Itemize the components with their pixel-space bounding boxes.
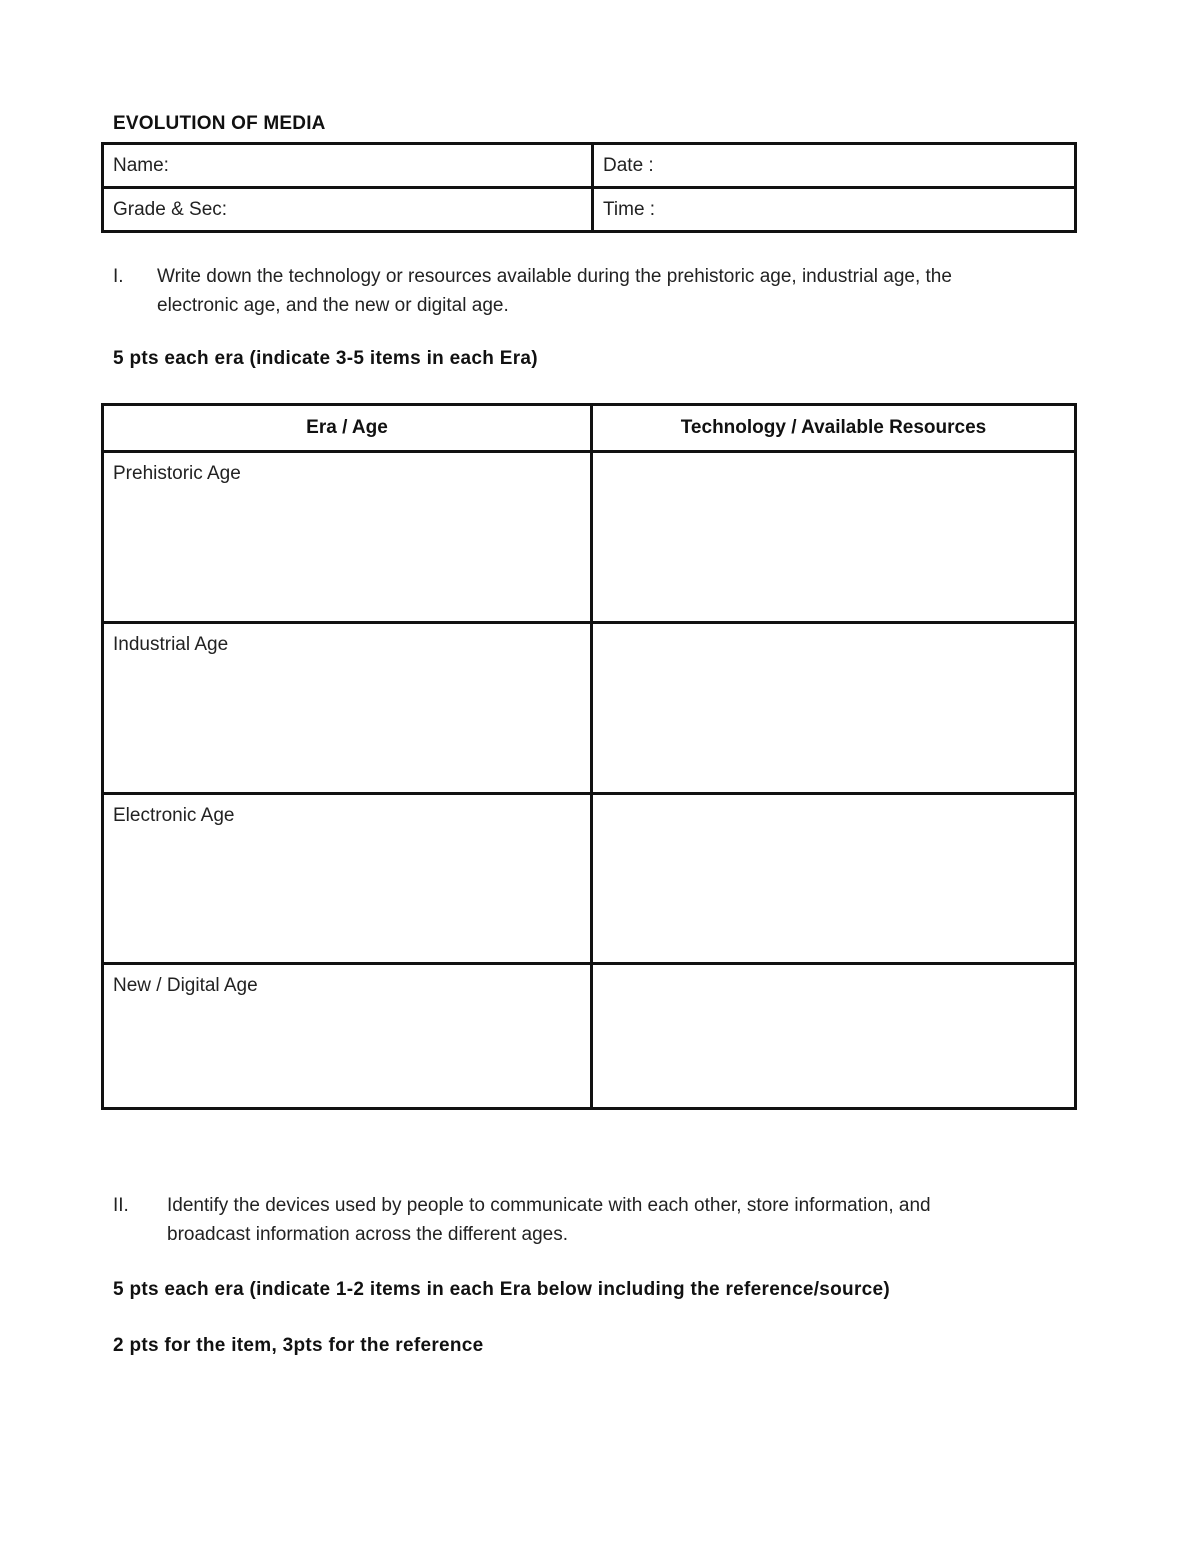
- part2-points-era: 5 pts each era (indicate 1-2 items in each Era below including the reference/source): [113, 1279, 891, 1300]
- part1-points: 5 pts each era (indicate 3-5 items in each Era): [113, 348, 538, 369]
- era-cell-digital: New / Digital Age: [103, 964, 592, 1109]
- resources-cell-industrial[interactable]: [592, 623, 1076, 794]
- era-column-header: Era / Age: [103, 405, 592, 452]
- time-field[interactable]: Time :: [593, 188, 1076, 232]
- grade-section-field[interactable]: Grade & Sec:: [103, 188, 593, 232]
- page-title: EVOLUTION OF MEDIA: [113, 113, 326, 134]
- date-field[interactable]: Date :: [593, 144, 1076, 188]
- resources-column-header: Technology / Available Resources: [592, 405, 1076, 452]
- part2-line2: broadcast information across the different ages.: [167, 1224, 568, 1245]
- part2-points-breakdown: 2 pts for the item, 3pts for the reference: [113, 1335, 484, 1356]
- era-cell-prehistoric: Prehistoric Age: [103, 452, 592, 623]
- part1-line1: Write down the technology or resources available during the prehistoric age, industrial age, the: [157, 266, 952, 287]
- part2-line1: Identify the devices used by people to communicate with each other, store information, and: [167, 1195, 931, 1216]
- part2-number: II.: [113, 1195, 129, 1216]
- era-table: [101, 403, 1077, 1110]
- part1-instructions: [113, 262, 1053, 322]
- part1-number: I.: [113, 266, 124, 287]
- student-info-table: [101, 142, 1077, 233]
- resources-cell-prehistoric[interactable]: [592, 452, 1076, 623]
- part2-instructions: [113, 1191, 1053, 1251]
- part1-line2: electronic age, and the new or digital age.: [157, 295, 509, 316]
- era-cell-electronic: Electronic Age: [103, 794, 592, 964]
- resources-cell-digital[interactable]: [592, 964, 1076, 1109]
- resources-cell-electronic[interactable]: [592, 794, 1076, 964]
- name-field[interactable]: Name:: [103, 144, 593, 188]
- era-cell-industrial: Industrial Age: [103, 623, 592, 794]
